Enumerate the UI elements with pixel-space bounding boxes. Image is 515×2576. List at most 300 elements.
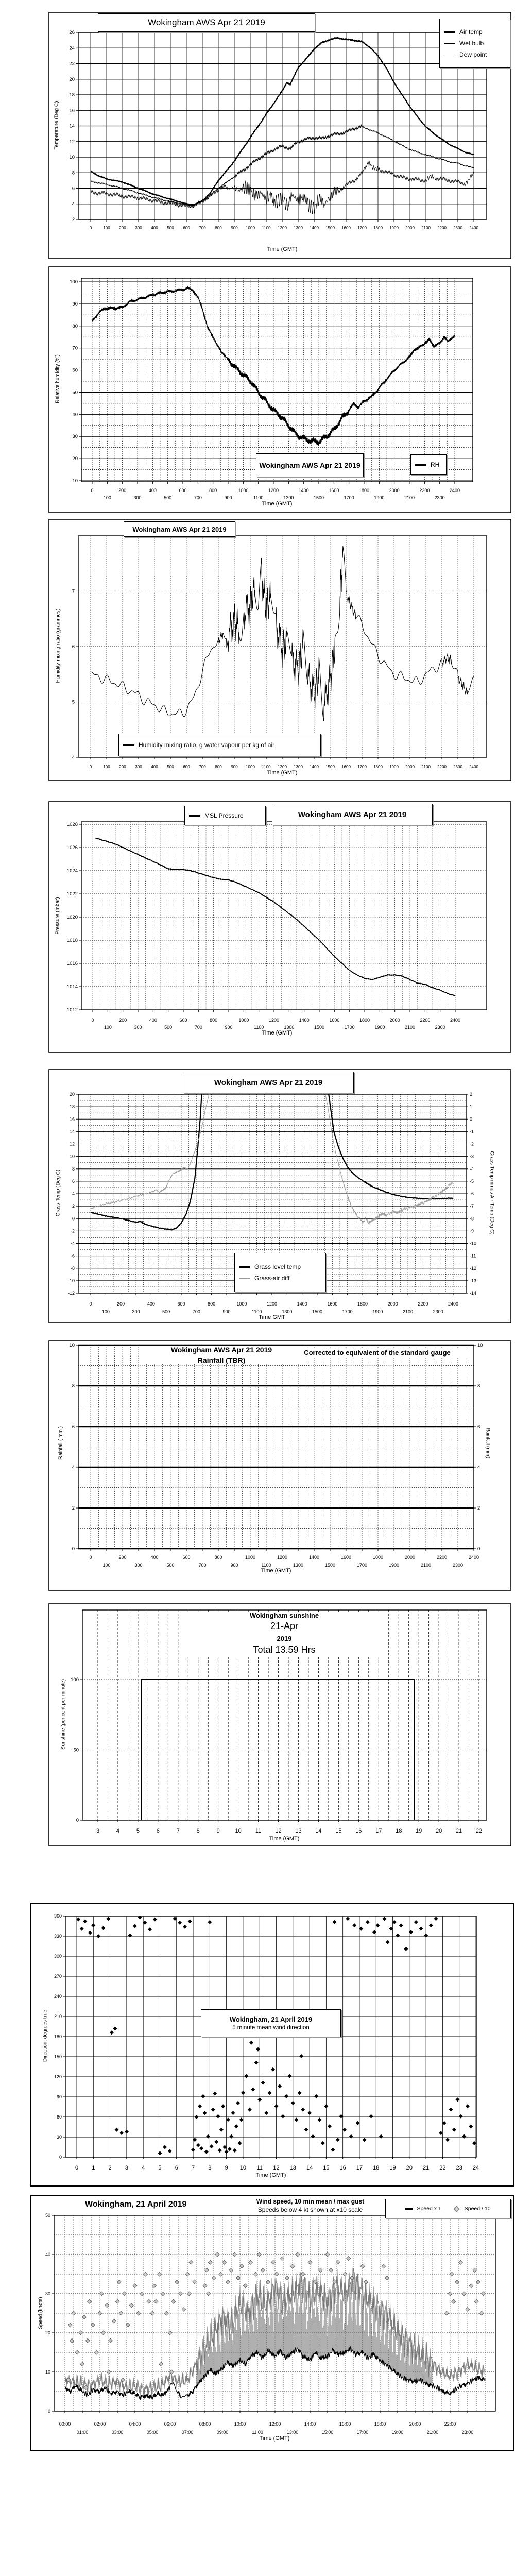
- x-tick-label: 13:00: [286, 2430, 299, 2435]
- y-tick-label: 270: [54, 1974, 62, 1979]
- data-point: [308, 2260, 312, 2264]
- y-tick-label: 30: [45, 2291, 50, 2296]
- y2-tick-label: -4: [470, 1166, 474, 1172]
- x-tick-label: 2200: [420, 1018, 431, 1023]
- wet-bulb-line-icon: [444, 43, 455, 44]
- rainfall-y-axis-label: Rainfall ( mm ): [58, 1426, 64, 1460]
- wind-speed-x-axis-label: Time (GMT): [259, 2435, 290, 2442]
- grass-temp-y-axis-label: Grass Temp (Deg C): [55, 1169, 61, 1217]
- x-tick-label: 700: [192, 1309, 200, 1314]
- x-tick-label: 1000: [238, 488, 249, 493]
- x-tick-label: 400: [150, 1555, 159, 1560]
- x-tick-label: 200: [117, 1301, 125, 1307]
- data-point: [212, 2276, 216, 2280]
- legend-item-mixing-ratio: [123, 741, 316, 749]
- data-point: [256, 2047, 260, 2052]
- x-tick-label: 1000: [246, 226, 255, 230]
- data-point: [311, 2134, 315, 2139]
- x-tick-label: 100: [101, 1309, 110, 1314]
- y-tick-label: 1022: [66, 891, 78, 897]
- series-wind-speed: [65, 2252, 486, 2400]
- x-tick-label: 200: [119, 226, 126, 230]
- y-tick-label: 50: [45, 2213, 50, 2218]
- data-point: [271, 2067, 275, 2072]
- x-tick-label: 1400: [298, 488, 309, 493]
- data-point: [115, 2299, 119, 2303]
- data-point: [479, 2311, 484, 2315]
- data-point: [333, 1920, 337, 1924]
- data-point: [115, 2128, 119, 2132]
- x-tick-label: 1500: [313, 495, 324, 500]
- wind-speed-note-block: [239, 2198, 381, 2213]
- data-point: [392, 1920, 397, 1924]
- data-point: [466, 2307, 470, 2311]
- x-tick-label: 800: [215, 226, 222, 230]
- x-tick-label: 9: [225, 2165, 228, 2171]
- x-tick-label: 10: [235, 1828, 242, 1834]
- data-point: [434, 1917, 438, 1921]
- pressure-y-axis-label: Pressure (mbar): [55, 897, 61, 935]
- x-tick-label: 0: [91, 488, 94, 493]
- data-point: [284, 2094, 288, 2098]
- data-point: [101, 1926, 106, 1930]
- x-tick-label: 6: [175, 2165, 178, 2171]
- wind-speed-note-1: Wind speed, 10 min mean / max gust: [256, 2198, 365, 2205]
- x-tick-label: 1700: [357, 765, 367, 769]
- y-tick-label: 4: [72, 1465, 75, 1470]
- x-tick-label: 1300: [294, 226, 303, 230]
- data-point: [143, 2272, 147, 2276]
- data-point: [469, 2124, 473, 2128]
- x-tick-label: 100: [104, 1025, 112, 1030]
- rh-line-icon: [415, 464, 426, 466]
- x-tick-label: 2100: [402, 1309, 414, 1314]
- data-point: [229, 2134, 233, 2139]
- data-point: [399, 1923, 403, 1927]
- x-tick-label: 2100: [421, 226, 431, 230]
- grass-temp-title: Wokingham AWS Apr 21 2019: [183, 1072, 354, 1093]
- data-point: [80, 1927, 84, 1931]
- x-tick-label: 2200: [437, 226, 447, 230]
- data-point: [285, 2276, 289, 2280]
- legend-item-speed-div10: [453, 2206, 491, 2212]
- data-point: [237, 2141, 242, 2145]
- data-point: [404, 1947, 408, 1951]
- x-tick-label: 2000: [389, 1018, 400, 1023]
- data-point: [219, 2272, 223, 2276]
- pressure-x-axis-label: Time (GMT): [262, 1030, 293, 1036]
- y-tick-label: 10: [72, 478, 78, 484]
- data-point: [474, 2299, 478, 2303]
- data-point: [287, 2074, 291, 2078]
- x-tick-label: 14: [315, 1828, 322, 1834]
- x-tick-label: 100: [102, 1563, 111, 1568]
- y-tick-label: 26: [69, 30, 75, 36]
- data-point: [161, 2292, 165, 2296]
- y-tick-label: 8: [72, 170, 75, 176]
- data-point: [356, 2121, 360, 2125]
- data-point: [158, 2151, 162, 2155]
- x-tick-label: 900: [230, 1563, 238, 1568]
- rh-legend: [410, 454, 447, 475]
- data-point: [396, 1934, 400, 1938]
- data-point: [79, 2331, 83, 2335]
- x-tick-label: 2200: [437, 765, 447, 769]
- data-point: [347, 2257, 351, 2261]
- y2-tick-label: -5: [470, 1178, 474, 1184]
- y-tick-label: 0: [59, 2155, 62, 2160]
- x-tick-label: 500: [164, 1025, 173, 1030]
- data-point: [110, 2030, 114, 2035]
- y2-tick-label: -8: [470, 1216, 474, 1222]
- x-tick-label: 1900: [389, 226, 399, 230]
- y-tick-label: 0: [47, 2409, 50, 2414]
- y-tick-label: 120: [54, 2074, 62, 2079]
- y-tick-label: 30: [56, 2134, 62, 2140]
- data-point: [204, 2268, 209, 2272]
- data-point: [188, 1919, 192, 1923]
- data-point: [171, 2299, 176, 2303]
- x-tick-label: 10: [239, 2165, 247, 2171]
- y-tick-label: 4: [72, 1191, 75, 1196]
- data-point: [382, 2264, 386, 2268]
- sunshine-y-axis-label: Sunshine (per cent per minute): [60, 1679, 66, 1750]
- data-point: [329, 2268, 333, 2272]
- wind-speed-title: Wokingham, 21 April 2019: [85, 2200, 234, 2209]
- ticks-wind-direction: [54, 1913, 479, 2171]
- x-tick-label: 1700: [357, 226, 367, 230]
- legend-item-rh: [415, 461, 442, 468]
- data-point: [159, 2362, 163, 2366]
- x-tick-label: 700: [199, 226, 206, 230]
- data-point: [462, 2292, 466, 2296]
- data-point: [185, 2272, 190, 2276]
- data-point: [291, 2101, 295, 2105]
- data-point: [274, 2104, 279, 2108]
- x-tick-label: 2300: [435, 1025, 445, 1030]
- data-point: [445, 2138, 450, 2142]
- pressure-line-icon: [189, 815, 200, 817]
- x-tick-label: 900: [224, 495, 232, 500]
- x-tick-label: 1000: [245, 1555, 256, 1560]
- data-point: [136, 2311, 141, 2315]
- y-tick-label: 22: [69, 61, 75, 67]
- x-tick-label: 2100: [404, 495, 415, 500]
- y-tick-label: 2: [72, 1505, 75, 1511]
- data-point: [88, 1931, 92, 1935]
- x-tick-label: 04:00: [129, 2421, 141, 2427]
- sunshine-x-axis-label: Time (GMT): [269, 1836, 300, 1842]
- y-tick-label: 4: [72, 201, 75, 207]
- x-tick-label: 1000: [246, 765, 255, 769]
- data-point: [239, 2264, 244, 2268]
- x-tick-label: 19: [389, 2165, 396, 2171]
- grass-temp-legend: [234, 1253, 326, 1292]
- data-point: [75, 2350, 79, 2354]
- chart-wind-speed: [31, 2196, 513, 2451]
- y-tick-label: 12: [69, 139, 75, 145]
- y-tick-label: 1018: [66, 938, 78, 943]
- data-point: [117, 2280, 121, 2284]
- data-point: [228, 2147, 232, 2151]
- x-tick-label: 1000: [236, 1301, 247, 1307]
- x-tick-label: 2000: [404, 1555, 416, 1560]
- data-point: [466, 2104, 470, 2108]
- x-tick-label: 500: [162, 1309, 170, 1314]
- x-tick-label: 7: [191, 2165, 195, 2171]
- data-point: [299, 2054, 303, 2058]
- x-tick-label: 17: [356, 2165, 363, 2171]
- y-tick-label: 18: [69, 1104, 75, 1110]
- data-point: [112, 2319, 116, 2323]
- data-point: [442, 2121, 447, 2125]
- legend-item-msl-pressure: [189, 812, 261, 819]
- y-tick-label: 14: [69, 123, 75, 129]
- y-tick-label: 20: [69, 1092, 75, 1097]
- y2-tick-label: 10: [477, 1343, 483, 1348]
- x-tick-label: 1500: [325, 765, 335, 769]
- data-point: [191, 2148, 195, 2152]
- x-tick-label: 1100: [262, 226, 271, 230]
- x-tick-label: 19: [416, 1828, 422, 1834]
- y-tick-label: 30: [72, 434, 78, 440]
- y-tick-label: 14: [69, 1129, 75, 1134]
- data-point: [294, 2117, 298, 2122]
- x-tick-label: 21: [423, 2165, 430, 2171]
- data-point: [222, 2145, 227, 2149]
- data-point: [68, 2323, 72, 2327]
- y-tick-label: 5: [72, 699, 75, 705]
- x-tick-label: 14:00: [304, 2421, 316, 2427]
- y-tick-label: 20: [45, 2330, 50, 2335]
- data-point: [128, 1934, 132, 1938]
- data-point: [201, 2094, 205, 2098]
- data-point: [455, 2097, 459, 2102]
- data-point: [452, 2299, 456, 2303]
- data-point: [216, 2114, 220, 2119]
- grid-relative-humidity: [81, 278, 473, 482]
- data-point: [133, 1924, 137, 1928]
- data-point: [359, 1927, 363, 1931]
- legend-label: Humidity mixing ratio, g water vapour per kg of air: [139, 741, 275, 749]
- data-point: [346, 1917, 350, 1921]
- x-tick-label: 600: [179, 1018, 187, 1023]
- rh-title: Wokingham AWS Apr 21 2019: [256, 453, 364, 477]
- x-tick-label: 200: [118, 488, 127, 493]
- x-tick-label: 01:00: [76, 2430, 89, 2435]
- x-tick-label: 1800: [359, 1018, 370, 1023]
- data-point: [379, 2134, 383, 2139]
- mixing-ratio-x-axis-label: Time (GMT): [267, 770, 298, 776]
- data-point: [158, 2272, 162, 2276]
- data-point: [178, 1921, 182, 1925]
- data-point: [409, 1930, 413, 1934]
- wind-direction-x-axis-label: Time (GMT): [255, 2172, 286, 2178]
- y-tick-label: -10: [67, 1278, 75, 1283]
- x-tick-label: 800: [208, 1301, 216, 1307]
- x-tick-label: 5: [136, 1828, 140, 1834]
- x-tick-label: 14: [306, 2165, 313, 2171]
- data-point: [218, 2148, 222, 2153]
- y2-tick-label: -1: [470, 1129, 474, 1134]
- legend-label: Grass level temp: [254, 1263, 301, 1270]
- data-point: [462, 2134, 466, 2139]
- y-tick-label: 180: [54, 2034, 62, 2039]
- legend-item-air-temp: [444, 28, 506, 36]
- y-tick-label: 1012: [66, 1007, 78, 1013]
- rainfall-x-axis-label: Time (GMT): [261, 1568, 291, 1574]
- y-tick-label: 70: [72, 345, 78, 351]
- y-tick-label: 0: [72, 1216, 75, 1222]
- data-point: [233, 2252, 237, 2257]
- x-tick-label: 1300: [294, 765, 303, 769]
- y-tick-label: -12: [67, 1291, 75, 1296]
- data-point: [113, 2026, 117, 2030]
- x-tick-label: 200: [119, 1018, 127, 1023]
- data-point: [163, 2145, 167, 2149]
- temperature-legend: [439, 19, 510, 68]
- x-tick-label: 1900: [374, 1025, 385, 1030]
- y-tick-label: 12: [69, 1141, 75, 1147]
- sunshine-title: Wokingham sunshine: [249, 1612, 319, 1619]
- data-point: [213, 2092, 217, 2096]
- x-tick-label: 1400: [310, 226, 319, 230]
- x-tick-label: 400: [151, 765, 158, 769]
- y-tick-label: 150: [54, 2054, 62, 2059]
- x-tick-label: 10:00: [234, 2421, 246, 2427]
- data-point: [248, 2108, 252, 2112]
- wind-speed-legend: [385, 2199, 511, 2218]
- x-tick-label: 1800: [358, 488, 370, 493]
- data-point: [183, 1925, 187, 1929]
- wind-direction-title-box: [201, 2009, 341, 2037]
- data-point: [280, 2257, 284, 2261]
- x-tick-label: 600: [182, 1555, 191, 1560]
- x-tick-label: 600: [179, 488, 187, 493]
- x-tick-label: 09:00: [216, 2430, 229, 2435]
- x-tick-label: 900: [222, 1309, 231, 1314]
- data-point: [472, 2141, 476, 2145]
- x-tick-label: 1100: [251, 1309, 262, 1314]
- y-tick-label: 360: [54, 1913, 62, 1919]
- x-tick-label: 2100: [420, 1563, 432, 1568]
- x-tick-label: 300: [135, 226, 142, 230]
- y2-tick-label: -11: [470, 1253, 476, 1259]
- data-point: [239, 2117, 244, 2122]
- x-tick-label: 2000: [387, 1301, 398, 1307]
- x-tick-label: 2400: [469, 226, 478, 230]
- wind-direction-subtitle: 5 minute mean wind direction: [232, 2025, 310, 2031]
- data-point: [482, 2292, 486, 2296]
- data-point: [148, 1927, 152, 1931]
- x-tick-label: 0: [89, 765, 92, 769]
- x-tick-label: 800: [215, 765, 222, 769]
- legend-item-dew-point: [444, 51, 506, 58]
- y2-tick-label: -14: [470, 1291, 477, 1296]
- x-tick-label: 1300: [282, 1309, 293, 1314]
- x-tick-label: 1: [92, 2165, 95, 2171]
- y-tick-label: 330: [54, 1934, 62, 1939]
- grass-air-diff-line-icon: [239, 1278, 250, 1279]
- x-tick-label: 1700: [344, 495, 354, 500]
- legend-label: Dew point: [459, 51, 487, 58]
- y-tick-label: 300: [54, 1954, 62, 1959]
- x-tick-label: 06:00: [164, 2421, 176, 2427]
- x-tick-label: 15:00: [321, 2430, 334, 2435]
- mixing-ratio-y-axis-label: Humidity mixing ratio (grammes): [55, 608, 61, 683]
- x-tick-label: 1600: [341, 226, 351, 230]
- y-tick-label: 90: [56, 2094, 62, 2099]
- data-point: [268, 2091, 272, 2095]
- data-point: [98, 2311, 102, 2315]
- data-point: [360, 2264, 365, 2268]
- y-tick-label: 24: [69, 45, 75, 52]
- x-tick-label: 20:00: [409, 2421, 421, 2427]
- x-tick-label: 2: [108, 2165, 112, 2171]
- data-point: [448, 2292, 452, 2296]
- x-tick-label: 400: [149, 1018, 157, 1023]
- rainfall-note: Corrected to equivalent of the standard gauge: [288, 1349, 466, 1357]
- data-point: [449, 2108, 453, 2112]
- data-point: [91, 1923, 95, 1927]
- x-tick-label: 0: [89, 226, 92, 230]
- x-tick-label: 900: [231, 765, 238, 769]
- x-tick-label: 1800: [372, 1555, 384, 1560]
- data-point: [153, 1918, 157, 1922]
- x-tick-label: 300: [132, 1309, 140, 1314]
- x-tick-label: 2000: [389, 488, 400, 493]
- x-tick-label: 8: [196, 1828, 200, 1834]
- data-point: [261, 2268, 265, 2272]
- data-point: [105, 2303, 109, 2308]
- ticks-sunshine: [71, 1677, 482, 1834]
- y-tick-label: 240: [54, 1994, 62, 1999]
- data-point: [91, 2323, 95, 2327]
- x-tick-label: 12:00: [269, 2421, 281, 2427]
- x-tick-label: 22: [475, 1828, 483, 1834]
- x-tick-label: 1900: [389, 765, 399, 769]
- x-tick-label: 17: [375, 1828, 382, 1834]
- data-point: [249, 2041, 253, 2045]
- x-tick-label: 900: [231, 226, 238, 230]
- legend-item-grass-air-diff: [239, 1275, 321, 1282]
- y2-tick-label: -3: [470, 1154, 474, 1159]
- data-point: [258, 2097, 262, 2102]
- x-tick-label: 500: [167, 765, 174, 769]
- y2-tick-label: 6: [477, 1424, 480, 1430]
- y-tick-label: 10: [45, 2369, 50, 2375]
- x-tick-label: 1600: [327, 1301, 338, 1307]
- data-point: [444, 2311, 449, 2315]
- data-point: [173, 1917, 177, 1921]
- data-point: [222, 2260, 226, 2264]
- x-tick-label: 11:00: [252, 2430, 263, 2435]
- y-tick-label: 210: [54, 2014, 62, 2019]
- data-point: [193, 2138, 197, 2142]
- data-point: [318, 2268, 322, 2272]
- data-point: [278, 2084, 282, 2088]
- data-point: [261, 2081, 265, 2085]
- rainfall-y2-axis-label: Rainfall (mm): [485, 1427, 491, 1459]
- data-point: [271, 2260, 276, 2264]
- data-point: [301, 2272, 305, 2276]
- data-point: [199, 2146, 203, 2150]
- x-tick-label: 18: [396, 1828, 402, 1834]
- data-point: [331, 2148, 335, 2152]
- sunshine-title-block: [181, 1612, 387, 1655]
- x-tick-label: 1200: [268, 488, 279, 493]
- data-point: [458, 2260, 462, 2264]
